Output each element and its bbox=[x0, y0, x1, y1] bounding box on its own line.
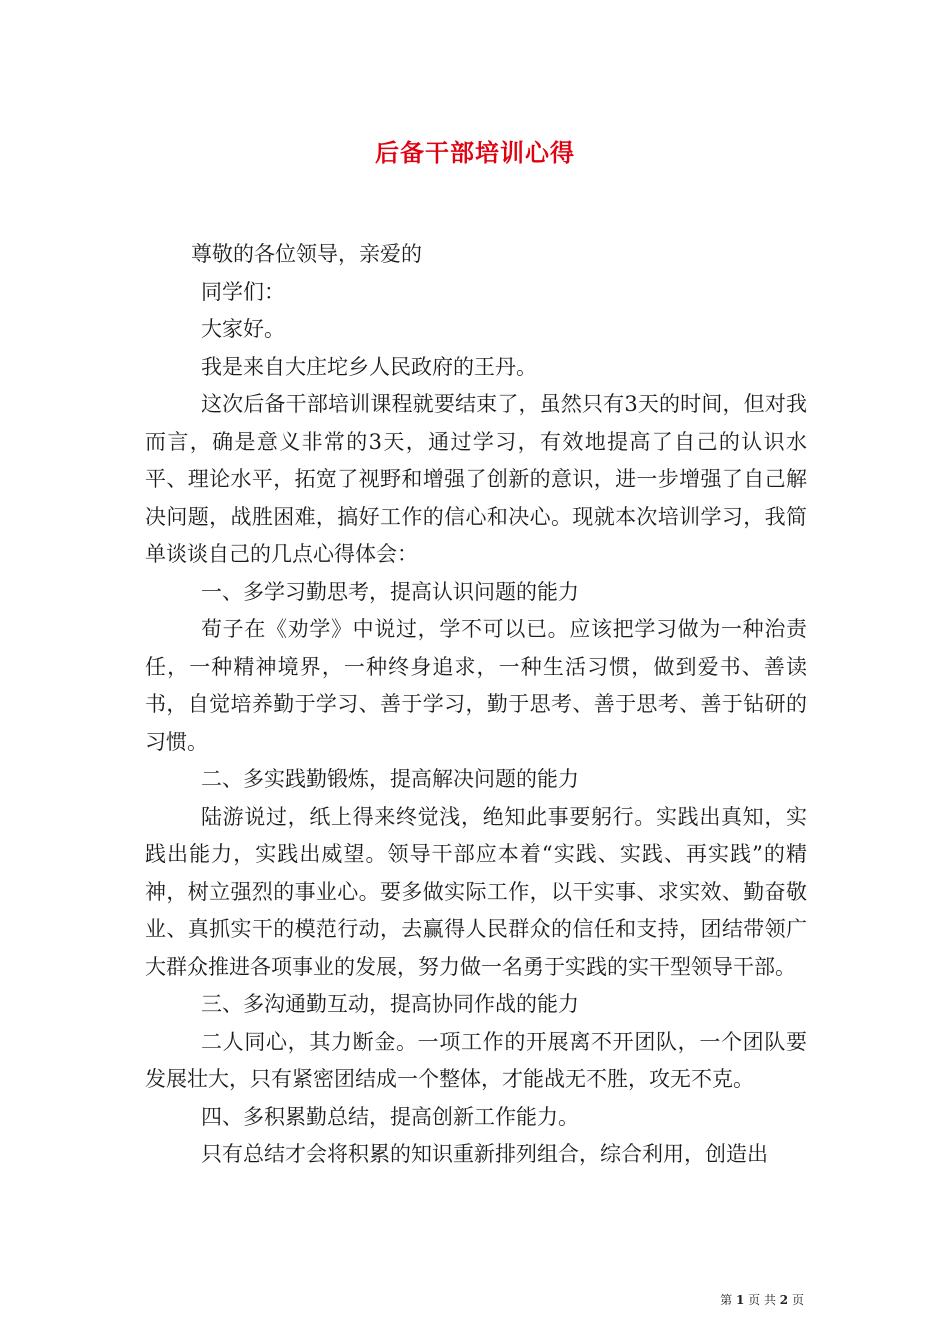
document-body bbox=[145, 236, 807, 1174]
document-title: 后备干部培训心得 bbox=[375, 138, 575, 167]
section-heading-2: 二、多实践勤锻炼，提高解决问题的能力 bbox=[201, 767, 579, 791]
section-paragraph-3: 二人同心，其力断金。一项工作的开展离不开团队，一个团队要发展壮大，只有紧密团结成一个整体，才能战无不胜，攻无不克。 bbox=[145, 1029, 807, 1091]
footer-suffix: 页 bbox=[791, 1293, 804, 1307]
intro-paragraph: 这次后备干部培训课程就要结束了，虽然只有3天的时间，但对我而言，确是意义非常的3天，通过学习，有效地提高了自己的认识水平、理论水平，拓宽了视野和增强了创新的意识，进一步增强了自己解决问题，战胜困难，搞好工作的信心和决心。现就本次培训学习，我简单谈谈自己的几点心得体会： bbox=[145, 392, 807, 566]
section-paragraph-4: 只有总结才会将积累的知识重新排列组合，综合利用，创造出 bbox=[201, 1142, 768, 1166]
section-paragraph-1: 荀子在《劝学》中说过，学不可以已。应该把学习做为一种治责任，一种精神境界，一种终身追求，一种生活习惯，做到爱书、善读书，自觉培养勤于学习、善于学习，勤于思考、善于思考、善于钻研的习惯。 bbox=[145, 617, 807, 754]
total-page-number: 2 bbox=[779, 1293, 789, 1307]
section-heading-1: 一、多学习勤思考，提高认识问题的能力 bbox=[201, 579, 579, 604]
section-heading-3: 三、多沟通勤互动，提高协同作战的能力 bbox=[201, 992, 579, 1016]
page-number-footer bbox=[720, 1291, 804, 1308]
greeting-line-1: 尊敬的各位领导，亲爱的 bbox=[191, 242, 422, 266]
footer-prefix: 第 bbox=[720, 1293, 733, 1307]
greeting-line-3: 大家好。 bbox=[201, 317, 285, 341]
footer-middle: 页 共 bbox=[748, 1293, 776, 1307]
section-paragraph-2: 陆游说过，纸上得来终觉浅，绝知此事要躬行。实践出真知，实践出能力，实践出威望。领导干部应本着“实践、实践、再实践”的精神，树立强烈的事业心。要多做实际工作，以干实事、求实效、勤奋敬业、真抓实干的模范行动，去赢得人民群众的信任和支持，团结带领广大群众推进各项事业的发展，努力做一名勇于实践的实干型领导干部。 bbox=[145, 804, 807, 979]
self-introduction: 我是来自大庄坨乡人民政府的王丹。 bbox=[201, 354, 537, 379]
current-page-number: 1 bbox=[735, 1293, 745, 1307]
greeting-line-2: 同学们： bbox=[201, 279, 285, 304]
section-heading-4: 四、多积累勤总结，提高创新工作能力。 bbox=[201, 1104, 579, 1129]
